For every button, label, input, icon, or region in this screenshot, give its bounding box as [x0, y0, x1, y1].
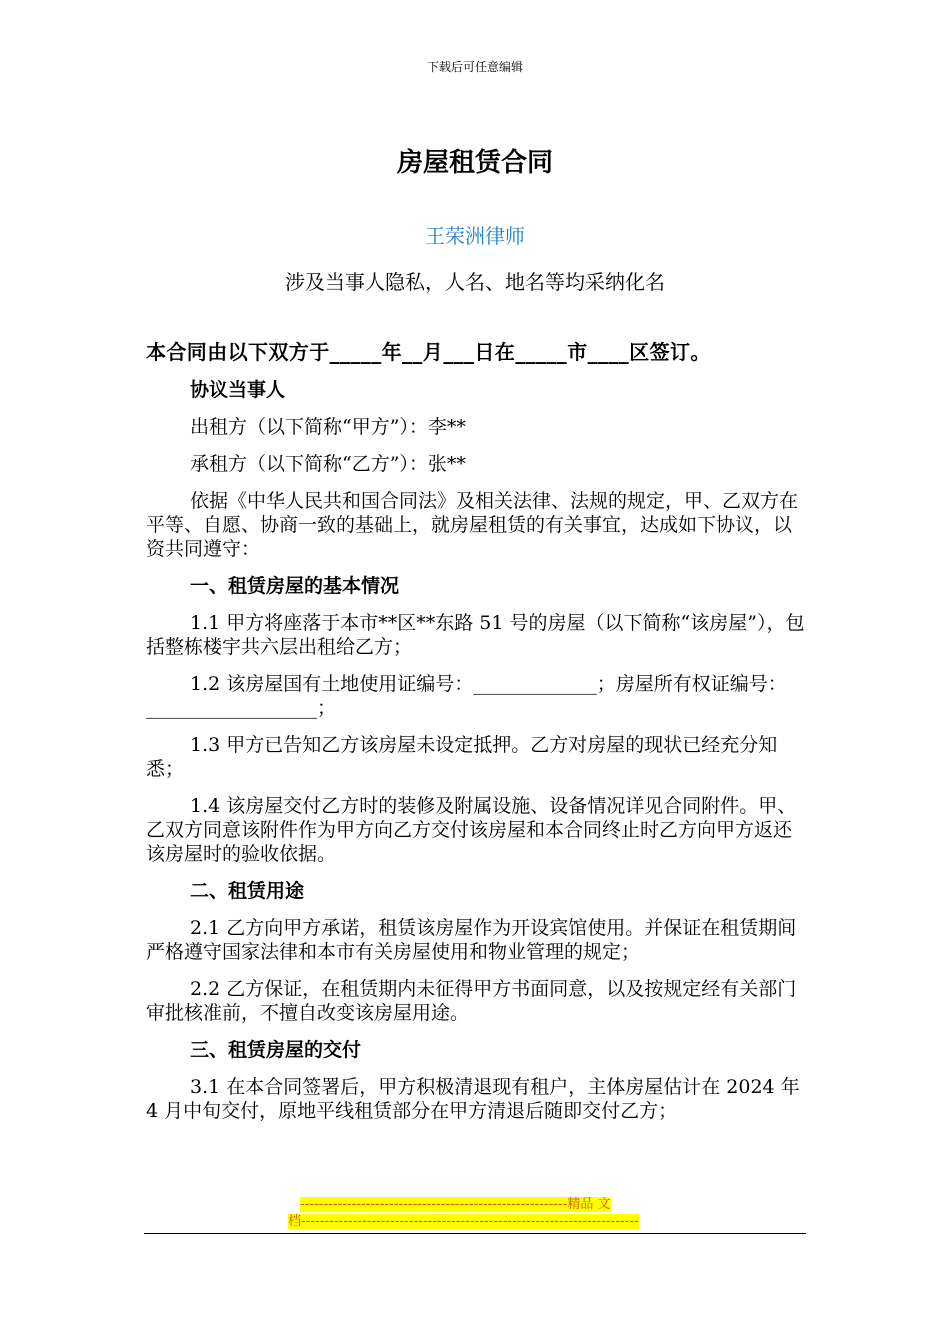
paragraph: 2.1 乙方向甲方承诺，租赁该房屋作为开设宾馆使用。并保证在租赁期间严格遵守国家法律和本市有关房屋使用和物业管理的规定；: [146, 917, 797, 963]
paragraph: 2.2 乙方保证，在租赁期内未征得甲方书面同意，以及按规定经有关部门审批核准前，不擅自改变该房屋用途。: [146, 978, 797, 1024]
contract-intro: 本合同由以下双方于_____年__月___日在_____市____区签订。: [146, 340, 711, 364]
paragraph: 3.1 在本合同签署后，甲方积极清退现有租户，主体房屋估计在 2024 年 4 月中旬交付，原地平线租赁部分在甲方清退后随即交付乙方；: [146, 1076, 800, 1122]
author-subtitle: 王荣洲律师: [425, 224, 525, 248]
paragraph: 承租方（以下简称“乙方”）：张**: [190, 453, 466, 475]
paragraph: 出租方（以下简称“甲方”）：李**: [190, 416, 466, 438]
privacy-note: 涉及当事人隐私，人名、地名等均采纳化名: [285, 270, 665, 294]
section-heading: 协议当事人: [190, 379, 286, 401]
paragraph: 1.4 该房屋交付乙方时的装修及附属设施、设备情况详见合同附件。甲、乙双方同意该附件作为甲方向乙方交付该房屋和本合同终止时乙方向甲方返还该房屋时的验收依据。: [146, 795, 797, 865]
footer-watermark: [288, 1196, 639, 1230]
footer-line-2: 档------------------------------------------------------------------------: [288, 1214, 639, 1229]
section-heading: 二、租赁用途: [190, 880, 305, 902]
document-title: 房屋租赁合同: [396, 148, 553, 178]
paragraph: 依据《中华人民共和国合同法》及相关法律、法规的规定，甲、乙双方在平等、自愿、协商一致的基础上，就房屋租赁的有关事宜，达成如下协议，以资共同遵守：: [146, 490, 799, 560]
contract-body: [146, 340, 806, 1136]
footer-line-1: ---------------------------------------------------------精品 文: [300, 1197, 611, 1212]
section-heading: 三、租赁房屋的交付: [190, 1039, 362, 1061]
contract-paragraphs: [146, 378, 806, 1123]
header-note: 下载后可任意编辑: [426, 60, 523, 74]
paragraph: 1.2 该房屋国有土地使用证编号：_____________；房屋所有权证编号：__________________；: [146, 673, 787, 719]
paragraph: 1.1 甲方将座落于本市**区**东路 51 号的房屋（以下简称“该房屋”），包括整栋楼宇共六层出租给乙方；: [146, 612, 805, 658]
paragraph: 1.3 甲方已告知乙方该房屋未设定抵押。乙方对房屋的现状已经充分知悉；: [146, 734, 778, 780]
footer-rule: [144, 1233, 806, 1234]
section-heading: 一、租赁房屋的基本情况: [190, 575, 400, 597]
